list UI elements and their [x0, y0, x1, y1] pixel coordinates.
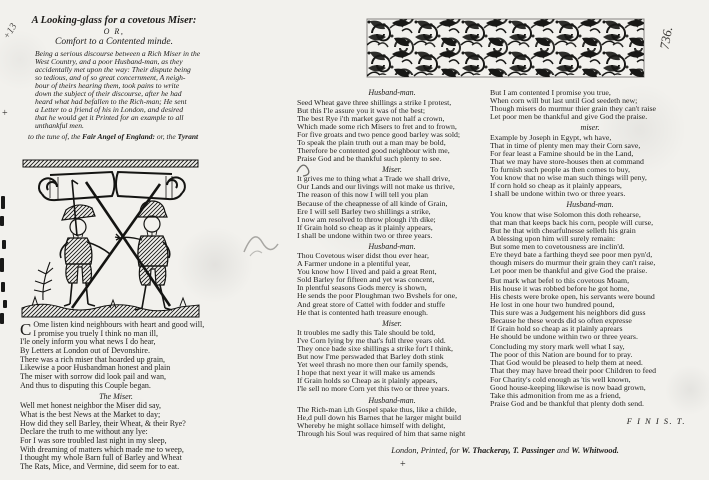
ink-dash — [2, 240, 6, 249]
stanza — [297, 319, 487, 394]
stanza-header: Husband-man. — [368, 241, 416, 251]
verse-line: I shall be undone within two or three years. — [297, 230, 433, 240]
verse-line: He,d pull down his Barnes that he larger might build — [297, 413, 461, 423]
verse-line: I now am resolved to throw plough i'th dike; — [297, 214, 436, 224]
verse-line: If Grain holds so Cheap as it plainly appears, — [297, 376, 438, 386]
stanza — [490, 200, 690, 275]
ink-dash — [1, 196, 5, 209]
verse-line: Let poor men be thankful and give God the praise. — [490, 112, 648, 122]
stanza — [490, 89, 690, 121]
verse-line: bour of theirs hearing them, took pains to write — [35, 81, 180, 90]
verse-line: How did they sell Barley, their Wheat, & their Rye? — [20, 418, 186, 428]
verse-line: I'le onely inform you what news I do hear, — [20, 337, 156, 347]
imprint-printer-1: W. Thackeray, — [461, 446, 511, 455]
verse-line: Likewise a poor Husbandman honest and plain — [20, 363, 171, 373]
stanza-header: Miser. — [382, 318, 402, 328]
verse-column-middle — [297, 86, 487, 440]
tune-line — [28, 132, 220, 141]
verse-line: Sold Barley for fifteen and yet was concent, — [297, 275, 435, 285]
ink-dash — [0, 216, 4, 226]
verse-line: You know how I lived and paid a great Rent, — [297, 267, 437, 277]
verse-line: That God would be pleased to help them at need. — [490, 358, 643, 368]
ink-smudge-small — [294, 158, 316, 180]
verse-line: It grives me to thing what a Trade we shall drive, — [297, 174, 451, 184]
stanza — [490, 123, 690, 198]
verse-line: What is the best News at the Market to day; — [20, 409, 161, 419]
verse-line: Therefore be contented good neighbour with me, — [297, 145, 450, 155]
verse-line: His chests were broke open, his servants were bound — [490, 292, 655, 302]
tune-prefix: to the tune of, the — [28, 132, 83, 141]
verse-line: When corn will but last until God seedeth new; — [490, 96, 638, 106]
verse-line: down the subject of their discourse, after he had — [35, 89, 182, 98]
verse-line: heard what had befallen to the Rich-man; He sent — [35, 97, 187, 106]
verse-line: This sure was a Judgement his neighbors did guss — [490, 308, 646, 318]
stanza-header: Miser. — [382, 164, 402, 174]
verse-line: Concluding my story mark well what I say, — [490, 342, 625, 352]
stanza — [297, 88, 487, 163]
ink-dash — [0, 258, 4, 272]
imprint-line — [340, 446, 670, 455]
verse-line: Though misers do murmur thier grain they can't raise — [490, 104, 656, 114]
verse-line: Seed Wheat gave three shillings a strike I protest, — [297, 97, 452, 107]
verse-line: Declare the truth to me without any lye: — [20, 427, 148, 437]
verse-line: But now I'me perswaded that Barley doth stink — [297, 352, 444, 362]
verse-line: The Rats, Mice, and Vermine, did seem for to eat. — [20, 461, 180, 471]
ballad-subtitle: Comfort to a Contented minde. — [55, 37, 173, 47]
tune-title-2: Tyrant — [177, 132, 199, 141]
verse-line: To speak the plain truth out a man may be bold, — [297, 137, 446, 147]
verse-line: He sends the poor Ploughman two Bvshels for one, — [297, 291, 458, 301]
verse-line: E're theyd bate a farthing theyd see poor men pyn'd, — [490, 249, 653, 259]
verse-line: so tedious, and of so great concernment, A neigh- — [35, 73, 186, 82]
verse-line: I hope that next year it will make us amends — [297, 368, 435, 378]
verse-line: accidentally met upon the way: Their dispute being — [35, 65, 191, 74]
verse-line: But he that with chearfulnesse selleth his grain — [490, 225, 636, 235]
imprint-and: and — [554, 446, 572, 455]
verse-line: For fear least a Famine should be in the Land, — [490, 148, 634, 158]
verse-line: But mark what befel to this covetous Moam, — [490, 275, 630, 285]
stanza — [297, 396, 487, 439]
verse-line: Good house-keeping likewise is now baad grown, — [490, 382, 646, 392]
verse-line: unthankful men. — [35, 121, 84, 130]
verse-line: But this I'le assure you it was of the best; — [297, 105, 426, 115]
verse-line: That in time of plenty men may their Corn save, — [490, 140, 641, 150]
ink-dash — [0, 313, 4, 324]
verse-line: Yet weel thrash no more then our family spends, — [297, 360, 449, 370]
verse-line: For Charity's cold enough as 'tis well known, — [490, 374, 631, 384]
stanza-header: Husband-man. — [566, 200, 614, 210]
handwritten-page-number: 736. — [656, 25, 676, 51]
verse-line: Whereby he might sollace himself with delight, — [297, 421, 446, 431]
stanza-header: Husband-man. — [368, 88, 416, 97]
verse-line: I'le sell no more Corn yet this two or three years. — [297, 384, 450, 394]
stanza — [297, 242, 487, 317]
verse-line: Thou Covetous wiser didst thou ever hear, — [297, 251, 429, 261]
finis-line: F I N I S. T. — [626, 416, 686, 426]
verse-line: The reason of this now I will tell you plan — [297, 190, 429, 200]
verse-line: Praise God and be thankful such plenty to see. — [297, 153, 442, 163]
handwritten-margin-mark: +13 — [1, 21, 20, 42]
verse-line: It troubles me sadly this Tale should be told, — [297, 328, 436, 338]
ink-dash — [1, 282, 5, 292]
left-page — [8, 15, 220, 141]
verse-line: But I am contented I promise you true, — [490, 88, 611, 97]
tune-mid: or, the — [155, 132, 178, 141]
woodcut-two-countrymen-illustration — [20, 158, 201, 321]
stanza-header: miser. — [580, 123, 600, 133]
verse-column-right — [490, 89, 690, 410]
verse-line: If Grain hold so cheap as it plainly aprears — [490, 324, 623, 334]
verse-line: The miser with sorrow did look pail and wan, — [20, 371, 166, 381]
verse-line: He that is contented hath treasure enough. — [297, 307, 428, 317]
verse-line: Take this admonition from me as a friend, — [490, 390, 621, 400]
floral-ornament-band — [366, 17, 646, 79]
stanza — [297, 165, 487, 240]
verse-line: I thought my whole Barn full of Barley and Wheat — [20, 453, 182, 463]
verse-line: And great store of Cattel with fodder and stuffe — [297, 299, 445, 309]
verse-line: That we may have store-houses then at command — [490, 156, 644, 166]
verse-line: Through his Soul was required of him that same night — [297, 429, 466, 439]
verse-line: For five groats and two pence good barley was sold; — [297, 129, 461, 139]
verse-line: though misers do murmur their grain they can't raise, — [490, 257, 656, 267]
verse-line: a Letter to a friend of his in London, and desired — [35, 105, 184, 114]
margin-cross-mark: + — [2, 108, 8, 119]
ink-smudge — [240, 220, 288, 260]
verse-line: The poor of this Nation are bound for to pray. — [490, 350, 633, 360]
verse-line: Which made some rich Misers to fret and to frown, — [297, 121, 457, 131]
verse-line: If Grain hold so cheap as it plainly appears, — [297, 222, 433, 232]
stanza — [490, 343, 690, 407]
stanza — [490, 277, 690, 341]
verse-line: I've Corn lying by me that's full three years old. — [297, 336, 446, 346]
verse-line: The Rich-man i,th Gospel spake thus, like a childe, — [297, 405, 457, 414]
verse-line: Well met honest neighbor the Miser did say, — [20, 401, 162, 411]
verse-line: Praise God and be thankful that plenty doth send. — [490, 398, 644, 408]
stanza-header: The Miser. — [99, 392, 133, 402]
or-line: O R, — [103, 27, 125, 36]
imprint-printer-2: T. Passinger — [510, 446, 555, 455]
verse-line: The best Rye i'th market gave not half a crown, — [297, 113, 445, 123]
verse-line: That they may have bread their poor Children to feed — [490, 366, 657, 376]
verse-line: By Letters at London out of Devonshire. — [20, 345, 150, 355]
verse-line: Our Lands and our livings will not make us thrive, — [297, 182, 455, 192]
verse-line: If corn hold so cheap as it plainly appears, — [490, 180, 622, 190]
stanza — [20, 402, 212, 471]
verse-line: Ome listen kind neighbours with heart and good will, — [33, 320, 205, 329]
drop-cap: C — [20, 320, 32, 339]
ink-dash — [3, 300, 7, 308]
verse-line: For I was sore troubled last night in my sleep, — [20, 435, 167, 445]
verse-line: You know that no wise man such things will peny, — [490, 172, 647, 182]
verse-line: West Country, and a poor Husband-man, as they — [35, 57, 183, 66]
stanza-header: Husband-man. — [368, 395, 416, 405]
verse-line: And thus to disputing this Couple began. — [20, 380, 151, 390]
imprint-printer-3: W. Whitwood. — [571, 446, 619, 455]
verse-line: With dreaming of matters which made me to weep, — [20, 444, 184, 454]
ballad-title: A Looking-glass for a covetous Miser: — [31, 15, 197, 26]
verse-line: I promise you truely I think no man ill, — [33, 328, 158, 338]
imprint-text: London, Printed, for — [391, 446, 462, 455]
verse-line: Let poor men be thankful and give God the praise. — [490, 265, 648, 275]
verse-line: I shall be undone within two or three years. — [490, 189, 626, 199]
verse-line: But some men to covetousness are inclin'd. — [490, 241, 625, 251]
tune-title-1: Fair Angel of England: — [82, 132, 156, 141]
stanza — [20, 321, 212, 390]
verse-line: that man that keeps back his corn, people will curse, — [490, 217, 654, 227]
verse-line: A Farmer undone in a plentiful year, — [297, 259, 411, 269]
verse-line: They once bade sixe shillings a strike for't I think, — [297, 344, 454, 354]
verse-line: Being a serious discourse between a Rich Miser in the — [35, 49, 201, 58]
verse-line: Ere I will sell Barley two shillings a strike, — [297, 206, 431, 216]
verse-line: He lost in one hour two hundred pound, — [490, 300, 615, 310]
verse-line: that he would get it Printed for an example to all — [35, 113, 184, 122]
verse-line: Because of the cheapnesse of all kinde of Grain, — [297, 198, 448, 208]
verse-line: Because he these words did so often expresse — [490, 316, 632, 326]
verse-line: To furnish such people as then comes to buy, — [490, 164, 630, 174]
left-verse-column — [20, 321, 212, 472]
verse-line: His house it was robbed before he got home, — [490, 283, 630, 293]
verse-line: He should be undone within two or three years. — [490, 332, 638, 342]
verse-line: You know that wise Solomon this doth rehearse, — [490, 209, 641, 219]
verse-line: A blessing upon him will surely remain: — [490, 233, 616, 243]
verse-line: Example by Joseph in Egypt, wh have, — [490, 132, 612, 142]
verse-line: There was a rich miser that hoarded up grain, — [20, 354, 166, 364]
intro-argument — [35, 50, 211, 130]
ink-mark-bottom: + — [400, 459, 406, 470]
verse-line: In plentful seasons Gods mercy is shown, — [297, 283, 427, 293]
